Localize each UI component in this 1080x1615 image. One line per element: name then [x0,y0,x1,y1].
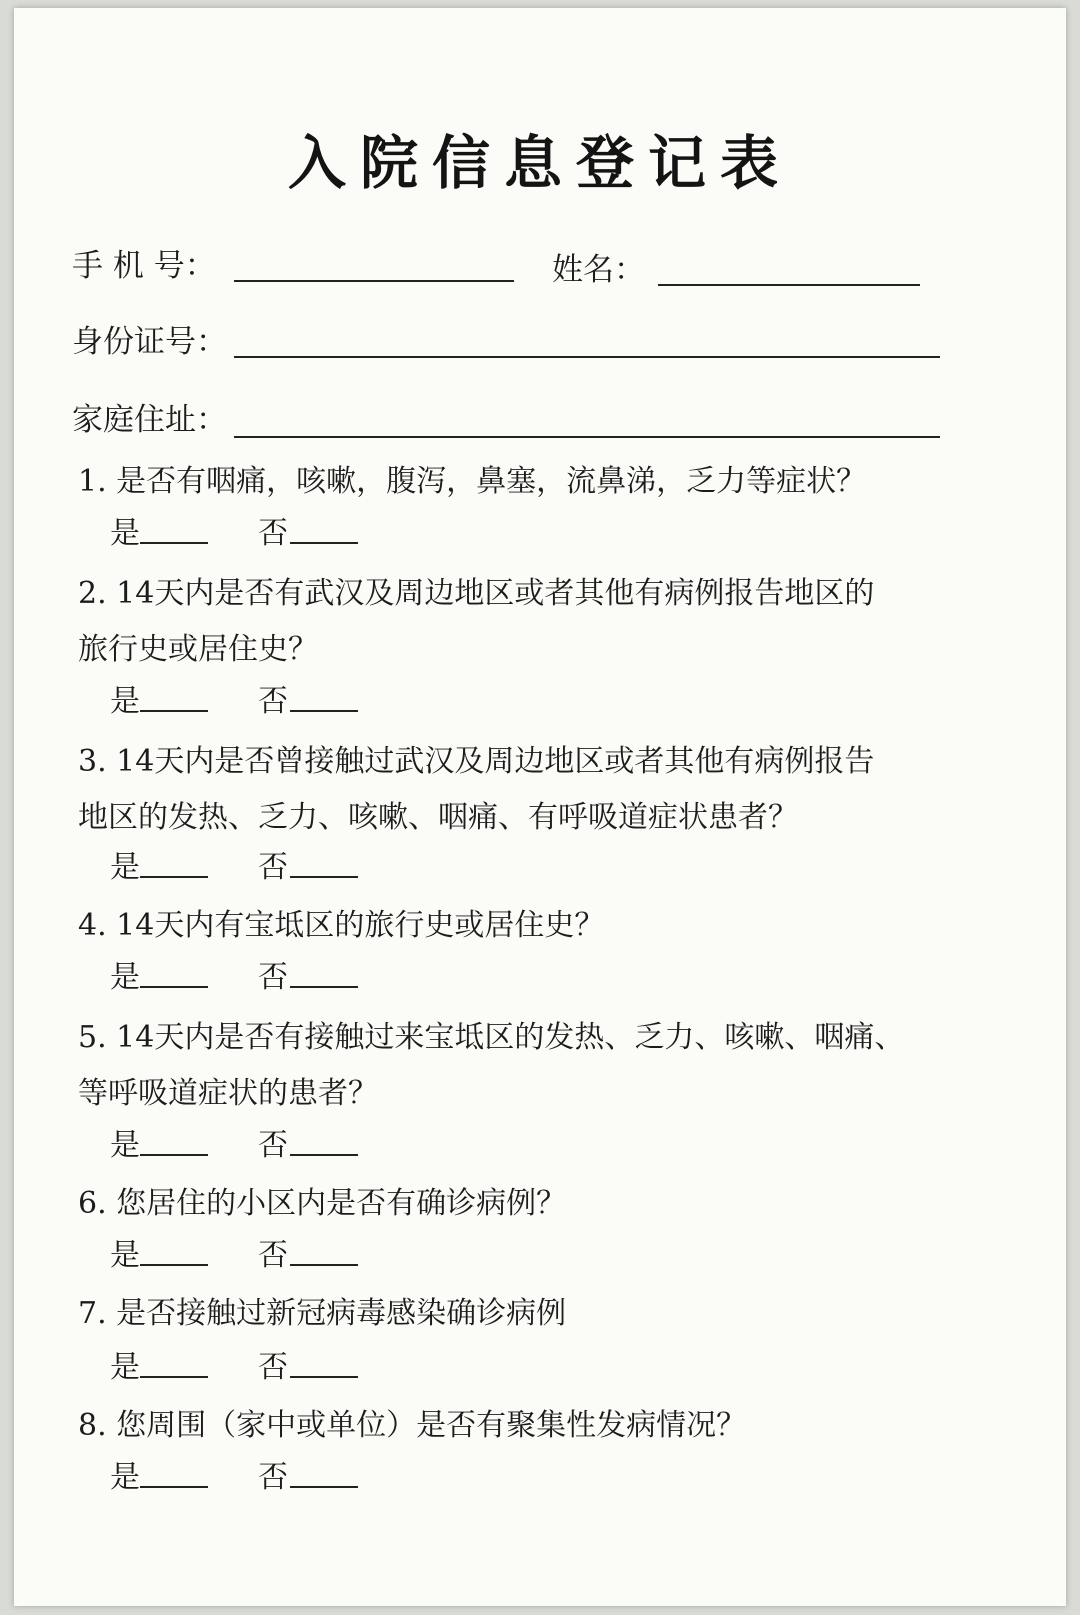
no-blank[interactable] [290,1154,358,1156]
phone-label: 手 机 号： [72,248,216,284]
no-label: 否 [258,1238,288,1273]
no-blank[interactable] [290,710,358,712]
question-8: 8. 您周围（家中或单位）是否有聚集性发病情况？ [78,1408,747,1443]
yes-blank[interactable] [140,1486,208,1488]
no-label: 否 [258,684,288,719]
no-label: 否 [258,516,288,551]
yes-blank[interactable] [140,876,208,878]
no-label: 否 [258,1128,288,1163]
name-label: 姓名： [552,252,645,288]
form-title: 入院信息登记表 [287,129,792,197]
question-6: 6. 您居住的小区内是否有确诊病例？ [78,1186,567,1221]
no-blank[interactable] [290,876,358,878]
no-blank[interactable] [290,1376,358,1378]
no-blank[interactable] [290,1486,358,1488]
form-sheet [14,8,1066,1606]
yes-blank[interactable] [140,710,208,712]
id-number-field[interactable] [234,356,940,358]
name-field[interactable] [658,284,920,286]
yes-blank[interactable] [140,1154,208,1156]
question-4: 4. 14天内有宝坻区的旅行史或居住史？ [78,908,605,943]
yes-blank[interactable] [140,542,208,544]
no-label: 否 [258,960,288,995]
yes-label: 是 [110,516,140,551]
yes-blank[interactable] [140,1264,208,1266]
question-7: 7. 是否接触过新冠病毒感染确诊病例 [78,1296,567,1331]
yes-blank[interactable] [140,986,208,988]
no-blank[interactable] [290,986,358,988]
no-label: 否 [258,1460,288,1495]
yes-label: 是 [110,850,140,885]
yes-label: 是 [110,1238,140,1273]
id-number-label: 身份证号： [72,324,227,360]
no-blank[interactable] [290,1264,358,1266]
phone-field[interactable] [234,280,514,282]
no-label: 否 [258,1350,288,1385]
yes-label: 是 [110,1128,140,1163]
yes-label: 是 [110,1350,140,1385]
question-2: 2. 14天内是否有武汉及周边地区或者其他有病例报告地区的 旅行史或居住史？ [78,576,875,667]
yes-label: 是 [110,960,140,995]
question-3: 3. 14天内是否曾接触过武汉及周边地区或者其他有病例报告 地区的发热、乏力、咳嗽、咽痛、有呼吸道症状患者？ [78,744,875,835]
yes-label: 是 [110,684,140,719]
question-5: 5. 14天内是否有接触过来宝坻区的发热、乏力、咳嗽、咽痛、 等呼吸道症状的患者？ [78,1020,905,1111]
yes-label: 是 [110,1460,140,1495]
no-label: 否 [258,850,288,885]
address-field[interactable] [234,436,940,438]
no-blank[interactable] [290,542,358,544]
address-label: 家庭住址： [72,402,227,438]
yes-blank[interactable] [140,1376,208,1378]
question-1: 1. 是否有咽痛，咳嗽，腹泻，鼻塞，流鼻涕，乏力等症状？ [78,464,867,499]
